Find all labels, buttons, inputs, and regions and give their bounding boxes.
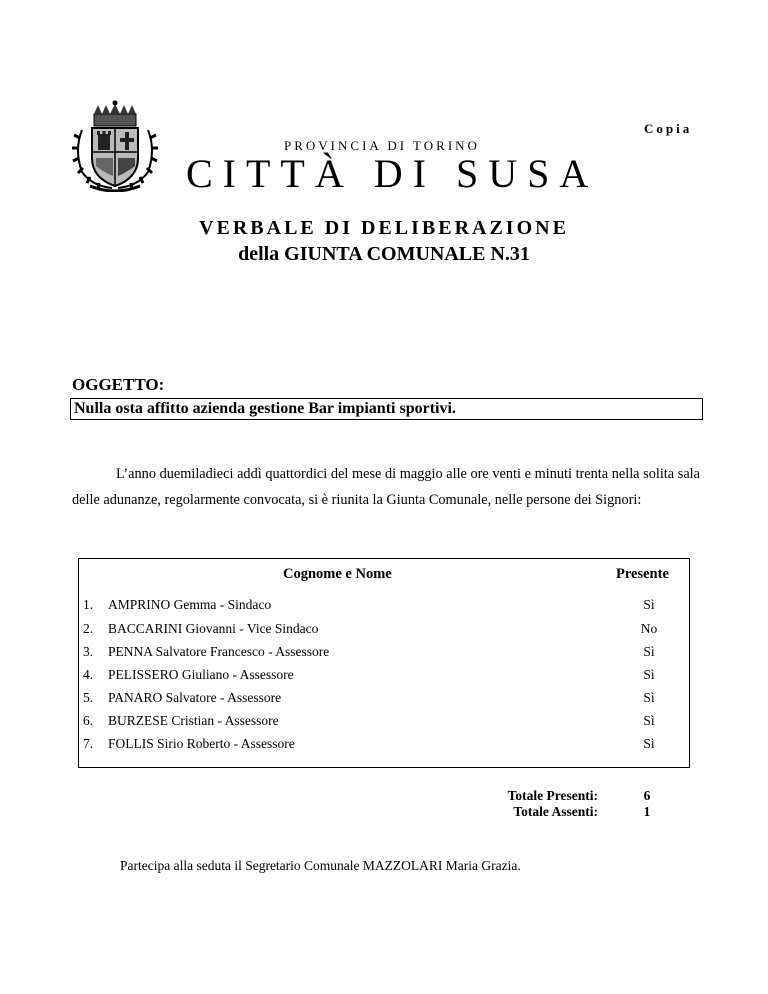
subject-box: Nulla osta affitto azienda gestione Bar impianti sportivi. bbox=[70, 398, 703, 420]
subject-label: OGGETTO: bbox=[72, 375, 165, 394]
member-present: Sì bbox=[643, 736, 655, 751]
row-number: 7. bbox=[83, 736, 94, 751]
column-header-name: Cognome e Nome bbox=[283, 566, 392, 582]
member-present: Sì bbox=[643, 667, 655, 682]
table-row bbox=[79, 644, 689, 666]
total-absent-value: 1 bbox=[643, 804, 651, 819]
total-absent-label: Totale Assenti: bbox=[513, 804, 598, 819]
table-row bbox=[79, 621, 689, 643]
members-table bbox=[78, 558, 690, 768]
province-label: PROVINCIA DI TORINO bbox=[284, 138, 480, 153]
row-number: 1. bbox=[83, 597, 94, 612]
member-present: Sì bbox=[643, 713, 655, 728]
member-name: FOLLIS Sirio Roberto - Assessore bbox=[108, 736, 295, 751]
secretary-note: Partecipa alla seduta il Segretario Comunale MAZZOLARI Maria Grazia. bbox=[120, 858, 521, 873]
row-number: 6. bbox=[83, 713, 94, 728]
member-name: PANARO Salvatore - Assessore bbox=[108, 690, 282, 705]
member-name: PENNA Salvatore Francesco - Assessore bbox=[108, 644, 330, 659]
intro-paragraph: L’anno duemiladieci addì quattordici del mese di maggio alle ore venti e minuti trenta nella solita sala delle adunanze, regolarmente convocata, si è riunita la Giunta Comunale, nelle persone dei Signori: bbox=[72, 466, 700, 508]
member-present: Sì bbox=[643, 597, 655, 612]
member-name: AMPRINO Gemma - Sindaco bbox=[108, 597, 272, 612]
total-present-value: 6 bbox=[643, 788, 651, 803]
column-header-present: Presente bbox=[616, 566, 669, 582]
copy-label: Copia bbox=[644, 121, 693, 136]
table-row bbox=[79, 667, 689, 689]
table-row bbox=[79, 736, 689, 758]
member-present: No bbox=[640, 621, 658, 636]
row-number: 4. bbox=[83, 667, 94, 682]
row-number: 5. bbox=[83, 690, 94, 705]
member-name: BACCARINI Giovanni - Vice Sindaco bbox=[108, 621, 319, 636]
table-row bbox=[79, 690, 689, 712]
row-number: 3. bbox=[83, 644, 94, 659]
table-row bbox=[79, 713, 689, 735]
table-row bbox=[79, 597, 689, 619]
member-present: Sì bbox=[643, 690, 655, 705]
member-name: PELISSERO Giuliano - Assessore bbox=[108, 667, 294, 682]
coat-of-arms-icon bbox=[72, 100, 158, 192]
total-present-label: Totale Presenti: bbox=[507, 788, 598, 803]
document-subtitle: della GIUNTA COMUNALE N.31 bbox=[238, 243, 530, 265]
row-number: 2. bbox=[83, 621, 94, 636]
city-title: CITTÀ DI SUSA bbox=[186, 151, 599, 196]
document-title: VERBALE DI DELIBERAZIONE bbox=[199, 217, 569, 239]
member-present: Sì bbox=[643, 644, 655, 659]
member-name: BURZESE Cristian - Assessore bbox=[108, 713, 279, 728]
